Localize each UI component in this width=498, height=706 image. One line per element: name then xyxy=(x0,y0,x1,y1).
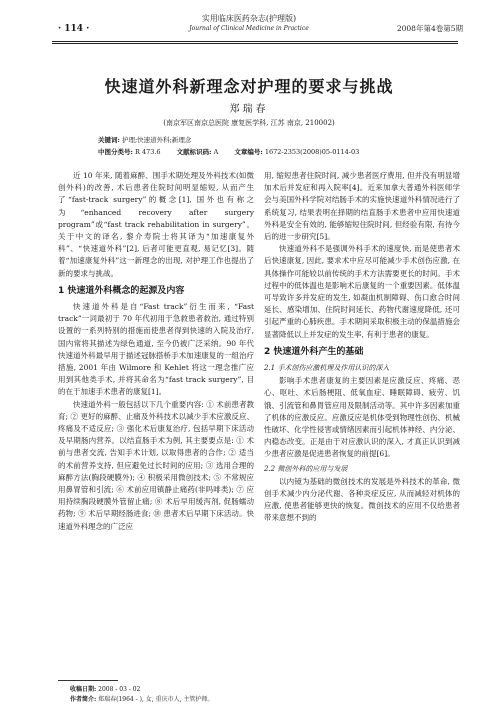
journal-title-cn: 实用临床医药杂志(护理版) xyxy=(201,14,297,23)
section-1-paragraph-2: 快速道外科一般包括以下几个重要内容: ① 术前患者教育; ② 更好的麻醉、止痛及外科技术以减少手术应激反应、疼痛及不适反应; ③ 强化术后康复治疗, 包括早期下床活动及早期肠内营养。以结直肠手术为例, 其主要要点是: ① 术前与患者交流, 告知手术计划, 以取得患者的合作; ② 适当的术前营养支持, 但应避免过长时间的应用; ③ 选用合理的麻醉方法(胸段硬膜外); ④ 积极采用微创技术; ⑤ 不常规应用鼻胃管和引流; ⑥ 术前应用镇静止痛药(非吗啡类); ⑦ 应用持续胸段硬膜外管留止痛; ⑧ 术后早用缓泻剂, 促肠蠕动药物; ⑨ 术后早期经肠进食; ⑩ 患者术后早期下床活动。快速道外科理念的广泛应 xyxy=(58,399,254,531)
section-1-paragraph-3: 快速道外科不是强调外科手术的速度快, 而是使患者术后快速康复, 因此, 要求术中应尽可能减少手术创伤应激, 在具体操作可能较以前传统的手术方法需要更长的时间。手术过程中的低体温也是影响术后康复的一个重要因素。低体温可导致许多并发症的发生, 如凝血机制障碍、伤口愈合时间延长、感染增加、住院时间延长、药物代谢速度降低, 还可引起严重的心肺疾患。手术期间采取积极主动的保温措施会显著降低以上并发症的发生率, 有利于患者的康复。 xyxy=(264,244,460,339)
section-1-heading: 1 快速道外科概念的起源及内容 xyxy=(58,285,185,296)
keywords-value: 护理;快速道外科;新理念 xyxy=(121,136,192,144)
author-bio-line xyxy=(70,694,213,703)
doc-code-value: A xyxy=(213,148,219,156)
subsection-2-2-heading: 2.2 微创外科的应用与发展 xyxy=(264,464,348,473)
article-no-value: 1672-2353(2008)05-0114-03 xyxy=(264,148,360,156)
received-date-line xyxy=(70,684,140,693)
received-value: 2008 - 03 - 02 xyxy=(98,686,141,693)
clc-value: R 473.6 xyxy=(134,148,161,156)
doc-code-label: 文献标识码: xyxy=(176,148,212,156)
keywords-label: 关键词: xyxy=(98,136,120,144)
journal-title-en: Journal of Clinical Medicine in Practice xyxy=(189,25,309,32)
author-affiliation: (南京军区南京总医院 康复医学科, 江苏 南京, 210002) xyxy=(163,119,335,127)
received-label: 收稿日期: xyxy=(70,686,97,693)
issue-info: 2008年第4卷第5期 xyxy=(396,24,463,33)
author-bio-label: 作者简介: xyxy=(70,696,97,703)
article-author: 郑瑞春 xyxy=(229,104,269,115)
article-no-label: 文章编号: xyxy=(234,148,263,156)
author-bio-value: 郑瑞春(1964 - ), 女, 重庆市人, 主管护师。 xyxy=(98,696,214,703)
right-column xyxy=(264,170,460,525)
footnote-rule xyxy=(58,680,118,681)
article-title: 快速道外科新理念对护理的要求与挑战 xyxy=(104,77,394,96)
keywords-line xyxy=(98,136,191,145)
section-2-heading: 2 快速道外科产生的基础 xyxy=(264,346,364,357)
page-number: · 114 · xyxy=(58,24,90,34)
clc-label: 中图分类号: xyxy=(98,148,133,156)
intro-paragraph: 近 10 年来, 随着麻醉、围手术期处理及外科技术(如微创外科)的改善, 术后患者住院时间明显缩短, 从而产生了“fast-track surgery”的概念[1], 国外也有称之为“enhanced recovery after surgery program”或“fast track rehabilitation in surgery”。关于中文的译名, 黎介寿院士将其译为“加速康复外科”、“快速道外科”[2], 后者可能更直观, 易记忆[3]。随着“加速康复外科”这一新理念的出现, 对护理工作也提出了新的要求与挑战。 xyxy=(58,171,254,278)
running-header xyxy=(0,0,498,44)
subsection-2-2-paragraph: 以内镜为基础的微创技术的发展是外科技术的革命, 微创手术减少内分泌代谢、各种炎症反应, 从而减轻对机体的应激, 使患者能够更快的恢复。微创技术的应用不仅给患者带来意想不到的 xyxy=(264,476,460,523)
header-rule-thin xyxy=(52,43,458,44)
subsection-2-1-paragraph: 影响手术患者康复的主要因素是应激反应、疼痛、恶心、呕吐、术后肠梗阻、低氧血症、睡眠障碍、疲劳、饥饿、引流管和鼻胃管应用及限制活动等。其中许多因素加重了机体的应激反应。应激反应是机体受到物理性创伤、机械性破坏、化学性侵害或情绪因素而引起机体神经、内分泌、内稳态改变。正是由于对应激认识的深入, 才真正认识到减少患者应激是促进患者恢复的前提[6]。 xyxy=(264,376,460,459)
subsection-2-1-heading: 2.1 手术创伤应激机理及作用认识的深入 xyxy=(264,364,390,373)
left-column xyxy=(58,170,254,533)
header-rule xyxy=(52,41,458,42)
continued-paragraph: 用, 缩短患者住院时间, 减少患者医疗费用, 但并没有明显增加术后并发症和再入院率[4]。近来加拿大普通外科医师学会与美国外科学院对结肠手术的实施快速道外科情况进行了系统复习, 结果表明在择期的结直肠手术患者中应用快速道外科是安全有效的, 能够缩短住院时间, 但经验有限, 有待今后的进一步研究[5]。 xyxy=(264,171,460,242)
classification-line xyxy=(98,148,359,157)
section-1-paragraph-1: 快速道外科是自“Fast track”衍生而来, “Fast track”一词最初于 70 年代初用于急救患者救治, 通过特别设置的一系列特别的措施而使患者得到快速的入院及治疗, 国内常将其描述为绿色通道, 至今仍被广泛采纳。90 年代快速道外科最早用于描述冠脉搭桥手术加速康复的一组治疗措施, 2001 年由 Wilmore 和 Kehlet 将这一理念推广应用到其他类手术, 并将其命名为“fast track surgery”, 目的在于加速手术患者的康复[1]。 xyxy=(58,302,254,397)
